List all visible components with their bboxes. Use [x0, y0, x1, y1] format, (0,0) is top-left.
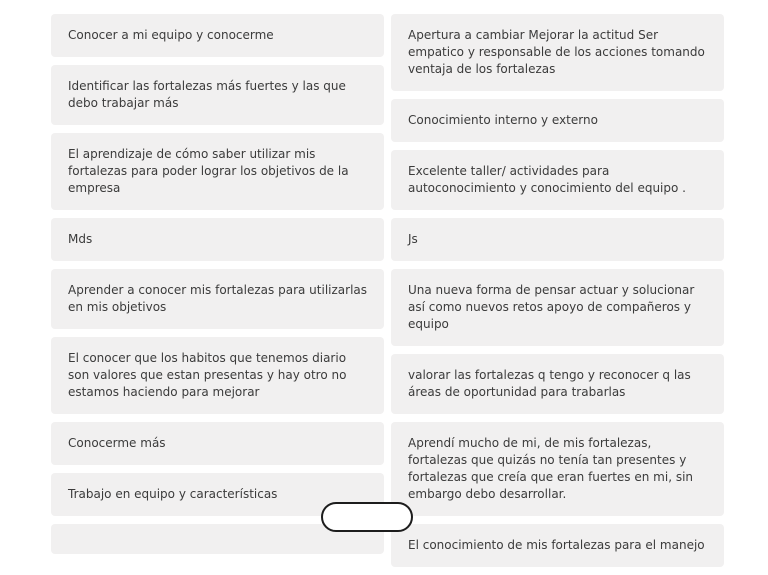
response-card [51, 422, 384, 465]
response-text: valorar las fortalezas q tengo y reconocer q las áreas de oportunidad para trabarlas [408, 368, 691, 399]
response-card [391, 269, 724, 346]
response-card [391, 14, 724, 91]
response-text: Trabajo en equipo y características [68, 487, 278, 501]
response-text: Aprender a conocer mis fortalezas para utilizarlas en mis objetivos [68, 283, 368, 314]
floating-pill-button[interactable] [321, 502, 413, 532]
response-text: Excelente taller/ actividades para autoconocimiento y conocimiento del equipo . [408, 164, 686, 195]
response-card [391, 150, 724, 210]
responses-column-right [391, 14, 724, 575]
responses-column-left [51, 14, 384, 562]
response-text: El conocimiento de mis fortalezas para el manejo [408, 538, 705, 552]
response-card [391, 422, 724, 516]
response-text: Una nueva forma de pensar actuar y solucionar así como nuevos retos apoyo de compañeros y equipo [408, 283, 695, 331]
response-card [391, 524, 724, 567]
response-text: Mds [68, 232, 93, 246]
response-card [51, 218, 384, 261]
response-text: Conocerme más [68, 436, 166, 450]
response-text: Identificar las fortalezas más fuertes y las que debo trabajar más [68, 79, 346, 110]
response-text: Apertura a cambiar Mejorar la actitud Ser empatico y responsable de los acciones tomando ventaja de los fortalezas [408, 28, 705, 76]
response-text: Conocimiento interno y externo [408, 113, 598, 127]
response-card [51, 65, 384, 125]
response-card [51, 337, 384, 414]
response-text: Js [408, 232, 418, 246]
response-text: Conocer a mi equipo y conocerme [68, 28, 274, 42]
response-text: Aprendí mucho de mi, de mis fortalezas, fortalezas que quizás no tenía tan presentes y fortalezas que creía que eran fuertes en mi, sin embargo debo desarrollar. [408, 436, 694, 501]
response-card [391, 218, 724, 261]
response-text: El conocer que los habitos que tenemos diario son valores que estan presentas y hay otro no estamos haciendo para mejorar [68, 351, 347, 399]
response-card [51, 269, 384, 329]
response-card [391, 99, 724, 142]
response-text: El aprendizaje de cómo saber utilizar mis fortalezas para poder lograr los objetivos de la empresa [68, 147, 349, 195]
response-card [51, 14, 384, 57]
response-card [51, 133, 384, 210]
response-card [391, 354, 724, 414]
